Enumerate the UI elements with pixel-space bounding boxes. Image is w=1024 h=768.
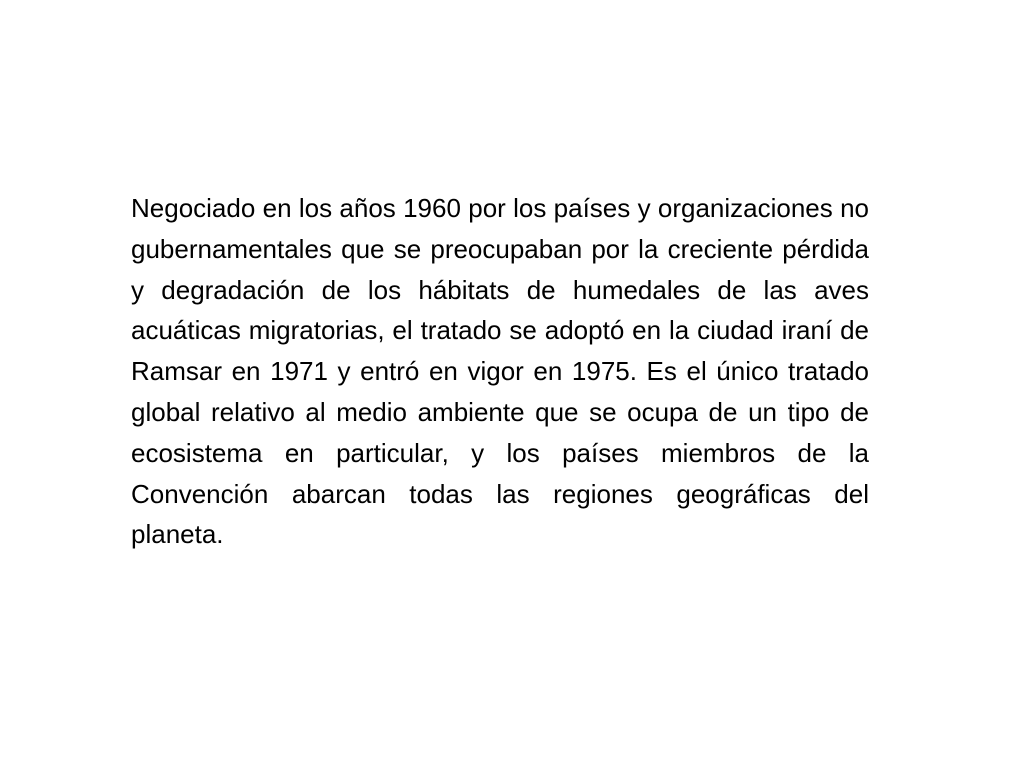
body-paragraph: Negociado en los años 1960 por los países y organizaciones no gubernamentales que se preocupaban por la creciente pérdida y degradación de los hábitats de humedales de las aves acuáticas migratorias, el tratado se adoptó en la ciudad iraní de Ramsar en 1971 y entró en vigor en 1975. Es el único tratado global relativo al medio ambiente que se ocupa de un tipo de ecosistema en particular, y los países miembros de la Convención abarcan todas las regiones geográficas del planeta. — [131, 193, 869, 550]
